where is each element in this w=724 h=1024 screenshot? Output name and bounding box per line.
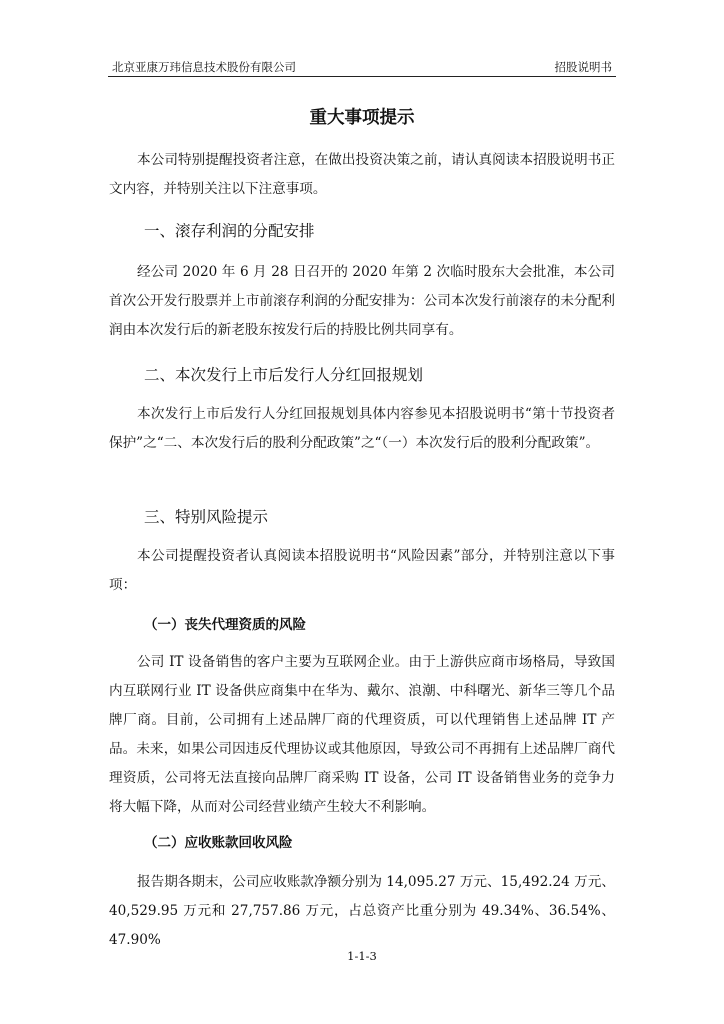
risk-body-2: 报告期各期末，公司应收账款净额分别为 14,095.27 万元、15,492.24 万元、40,529.95 万元和 27,757.86 万元，占总资产比重分别为 49.34%、36.54%、47.90% (109, 874, 615, 948)
section-heading-1: 一、滚存利润的分配安排 (144, 222, 315, 240)
risk-heading-2: （二）应收账款回收风险 (144, 835, 293, 851)
section-body-2: 本次发行上市后发行人分红回报规划具体内容参见本招股说明书“第十节投资者保护”之“二、本次发行后的股利分配政策”之“（一）本次发行后的股利分配政策”。 (109, 406, 615, 451)
page-number: 1-1-3 (347, 949, 377, 963)
section-heading-2: 二、本次发行上市后发行人分红回报规划 (144, 366, 424, 384)
section-heading-3: 三、特别风险提示 (144, 508, 269, 526)
intro-paragraph: 本公司特别提醒投资者注意，在做出投资决策之前，请认真阅读本招股说明书正文内容，并特别关注以下注意事项。 (109, 152, 615, 197)
section-body-3: 本公司提醒投资者认真阅读本招股说明书“风险因素”部分，并特别注意以下事项： (109, 548, 615, 593)
page-title: 重大事项提示 (309, 108, 415, 128)
risk-heading-1: （一）丧失代理资质的风险 (144, 617, 306, 633)
risk-body-1: 公司 IT 设备销售的客户主要为互联网企业。由于上游供应商市场格局，导致国内互联网行业 IT 设备供应商集中在华为、戴尔、浪潮、中科曙光、新华三等几个品牌厂商。目前，公司拥有上述品牌厂商的代理资质，可以代理销售上述品牌 IT 产品。未来，如果公司因违反代理协议或其他原因，导致公司不再拥有上述品牌厂商代理资质，公司将无法直接向品牌厂商采购 IT 设备，公司 IT 设备销售业务的竞争力将大幅下降，从而对公司经营业绩产生较大不利影响。 (109, 654, 615, 815)
section-body-1: 经公司 2020 年 6 月 28 日召开的 2020 年第 2 次临时股东大会批准，本公司首次公开发行股票并上市前滚存利润的分配安排为：公司本次发行前滚存的未分配利润由本次发行后的新老股东按发行后的持股比例共同享有。 (109, 264, 615, 338)
header-company-name: 北京亚康万玮信息技术股份有限公司 (112, 60, 296, 74)
header-document-type: 招股说明书 (554, 60, 612, 74)
page-header (108, 58, 616, 77)
